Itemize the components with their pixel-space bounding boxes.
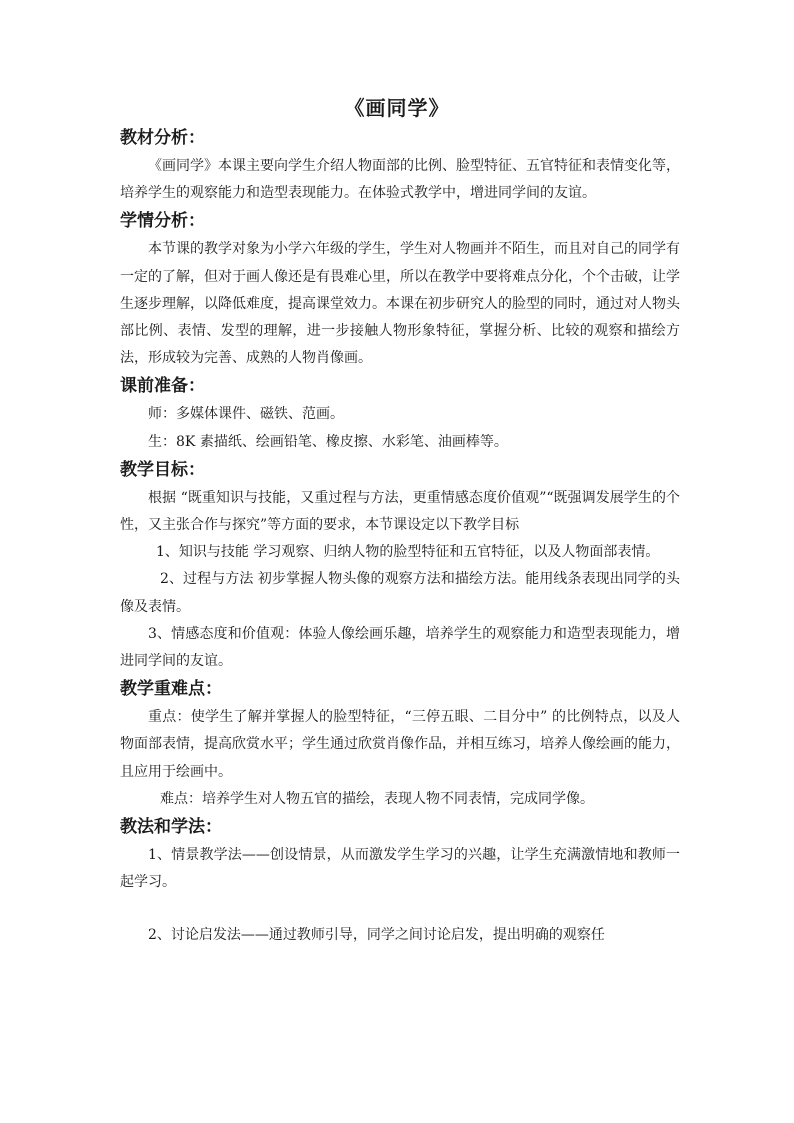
- paragraph: 难点：培养学生对人物五官的描绘，表现人物不同表情，完成同学像。: [160, 790, 594, 807]
- objective-item: 1、知识与技能 学习观察、归纳人物的脸型特征和五官特征，以及人物面部表情。: [156, 544, 660, 561]
- paragraph: 《画同学》本课主要向学生介绍人物面部的比例、脸型特征、五官特征和表情变化等，培养学生的观察能力和造型表现能力。在体验式教学中，增进同学间的友谊。: [120, 158, 680, 202]
- document-title: 《画同学》: [344, 96, 450, 120]
- paragraph: 重点：使学生了解并掌握人的脸型特征，“三停五眼、二目分中” 的比例特点，以及人物面部表情，提高欣赏水平；学生通过欣赏肖像作品，并相互练习，培养人像绘画的能力，且应用于绘画中。: [120, 709, 680, 780]
- paragraph: 本节课的教学对象为小学六年级的学生，学生对人物画并不陌生，而且对自己的同学有一定的了解，但对于画人像还是有畏难心里，所以在教学中要将难点分化，个个击破，让学生逐步理解，以降低难度，提高课堂效力。本课在初步研究人的脸型的同时，通过对人物头部比例、表情、发型的理解，进一步接触人物形象特征，掌握分析、比较的观察和描绘方法，形成较为完善、成熟的人物肖像画。: [120, 241, 680, 367]
- section-student-analysis: [120, 207, 680, 372]
- objective-item: 3、情感态度和价值观：体验人像绘画乐趣，培养学生的观察能力和造型表现能力，增进同学间的友谊。: [120, 625, 680, 670]
- section-heading: 教学目标：: [120, 459, 205, 480]
- section-preparation: [120, 372, 680, 455]
- paragraph: 根据 “既重知识与技能，又重过程与方法，更重情感态度价值观”“既强调发展学生的个性，又主张合作与探究”等方面的要求，本节课设定以下教学目标: [120, 489, 680, 534]
- section-teaching-methods: [120, 813, 680, 950]
- section-teaching-objectives: [120, 456, 680, 675]
- section-heading: 教材分析：: [120, 128, 205, 148]
- section-heading: 教学重难点：: [120, 679, 222, 700]
- paragraph: 生：8K 素描纸、绘画铅笔、橡皮擦、水彩笔、油画棒等。: [148, 433, 508, 450]
- spacer: [120, 896, 680, 922]
- section-heading: 课前准备：: [120, 376, 205, 397]
- method-item: 1、情景教学法——创设情景，从而激发学生学习的兴趣，让学生充满激情地和教师一起学习。: [120, 847, 680, 891]
- section-heading: 学情分析：: [120, 211, 205, 232]
- objective-item: 2、过程与方法 初步掌握人物头像的观察方法和描绘方法。能用线条表现出同学的头像及表情。: [120, 571, 680, 615]
- section-heading: 教法和学法：: [120, 817, 222, 838]
- section-key-difficult-points: [120, 675, 680, 813]
- section-textbook-analysis: [120, 124, 680, 207]
- document-body: [120, 124, 680, 950]
- paragraph: 师：多媒体课件、磁铁、范画。: [148, 406, 344, 423]
- method-item: 2、讨论启发法——通过教师引导，同学之间讨论启发，提出明确的观察任: [148, 927, 605, 944]
